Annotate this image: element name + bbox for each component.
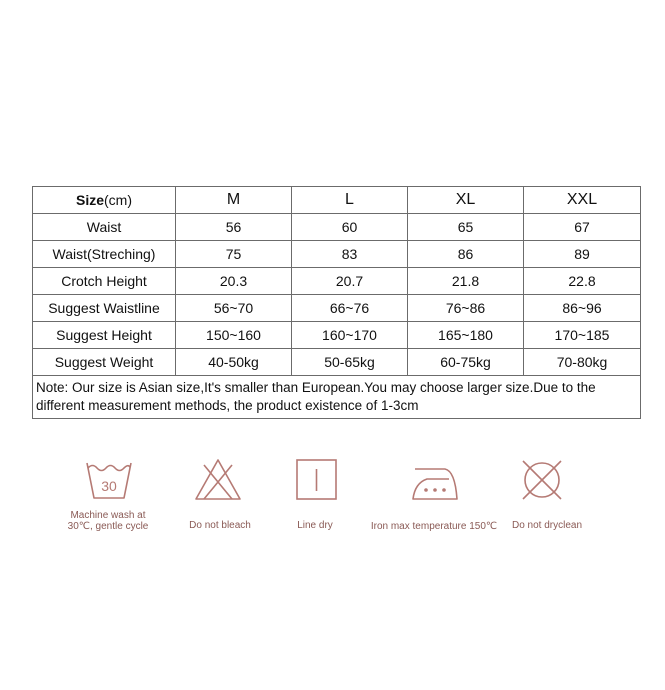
table-row <box>33 295 641 322</box>
table-cell: 65 <box>408 214 524 241</box>
table-cell: 60-75kg <box>408 349 524 376</box>
table-cell: 150~160 <box>176 322 292 349</box>
row-label: Suggest Weight <box>33 349 176 376</box>
table-row <box>33 214 641 241</box>
table-cell: 165~180 <box>408 322 524 349</box>
table-cell: 70-80kg <box>524 349 641 376</box>
do-not-dryclean-icon <box>519 457 565 503</box>
size-header-xxl: XXL <box>524 187 641 214</box>
table-cell: 75 <box>176 241 292 268</box>
row-label: Suggest Height <box>33 322 176 349</box>
table-cell: 170~185 <box>524 322 641 349</box>
care-label-do-not-bleach: Do not bleach <box>189 520 251 531</box>
machine-wash-30-icon <box>84 457 134 503</box>
table-cell: 76~86 <box>408 295 524 322</box>
table-cell: 86 <box>408 241 524 268</box>
table-cell: 20.7 <box>292 268 408 295</box>
table-cell: 50-65kg <box>292 349 408 376</box>
care-label-do-not-dryclean: Do not dryclean <box>511 520 583 531</box>
note-row <box>33 376 641 419</box>
do-not-bleach-icon <box>193 457 243 503</box>
table-cell: 86~96 <box>524 295 641 322</box>
size-header-m: M <box>176 187 292 214</box>
table-row <box>33 322 641 349</box>
size-header-l: L <box>292 187 408 214</box>
table-cell: 67 <box>524 214 641 241</box>
size-note: Note: Our size is Asian size,It's smaller than European.You may choose larger size.Due to the different measurement methods, the product existence of 1-3cm <box>33 376 641 419</box>
table-cell: 22.8 <box>524 268 641 295</box>
table-cell: 83 <box>292 241 408 268</box>
table-cell: 20.3 <box>176 268 292 295</box>
care-label-line-dry: Line dry <box>297 520 333 531</box>
care-label-iron: Iron max temperature 150℃ <box>370 521 498 532</box>
row-label: Crotch Height <box>33 268 176 295</box>
table-row <box>33 268 641 295</box>
table-cell: 60 <box>292 214 408 241</box>
size-chart-table <box>32 186 641 419</box>
table-cell: 56~70 <box>176 295 292 322</box>
table-cell: 160~170 <box>292 322 408 349</box>
table-cell: 56 <box>176 214 292 241</box>
care-label-machine-wash <box>58 510 158 532</box>
wash-temperature-number: 30 <box>101 478 117 494</box>
size-header-xl: XL <box>408 187 524 214</box>
table-cell: 66~76 <box>292 295 408 322</box>
table-cell: 89 <box>524 241 641 268</box>
table-row <box>33 241 641 268</box>
care-label-line: Machine wash at <box>70 510 146 521</box>
size-unit-header: Size(cm) <box>33 187 176 214</box>
row-label: Waist(Streching) <box>33 241 176 268</box>
care-label-line: 30℃, gentle cycle <box>67 521 149 532</box>
row-label: Suggest Waistline <box>33 295 176 322</box>
iron-max-150-icon <box>409 457 461 503</box>
table-cell: 21.8 <box>408 268 524 295</box>
table-header-row <box>33 187 641 214</box>
table-row <box>33 349 641 376</box>
row-label: Waist <box>33 214 176 241</box>
line-dry-icon <box>294 457 340 503</box>
table-cell: 40-50kg <box>176 349 292 376</box>
